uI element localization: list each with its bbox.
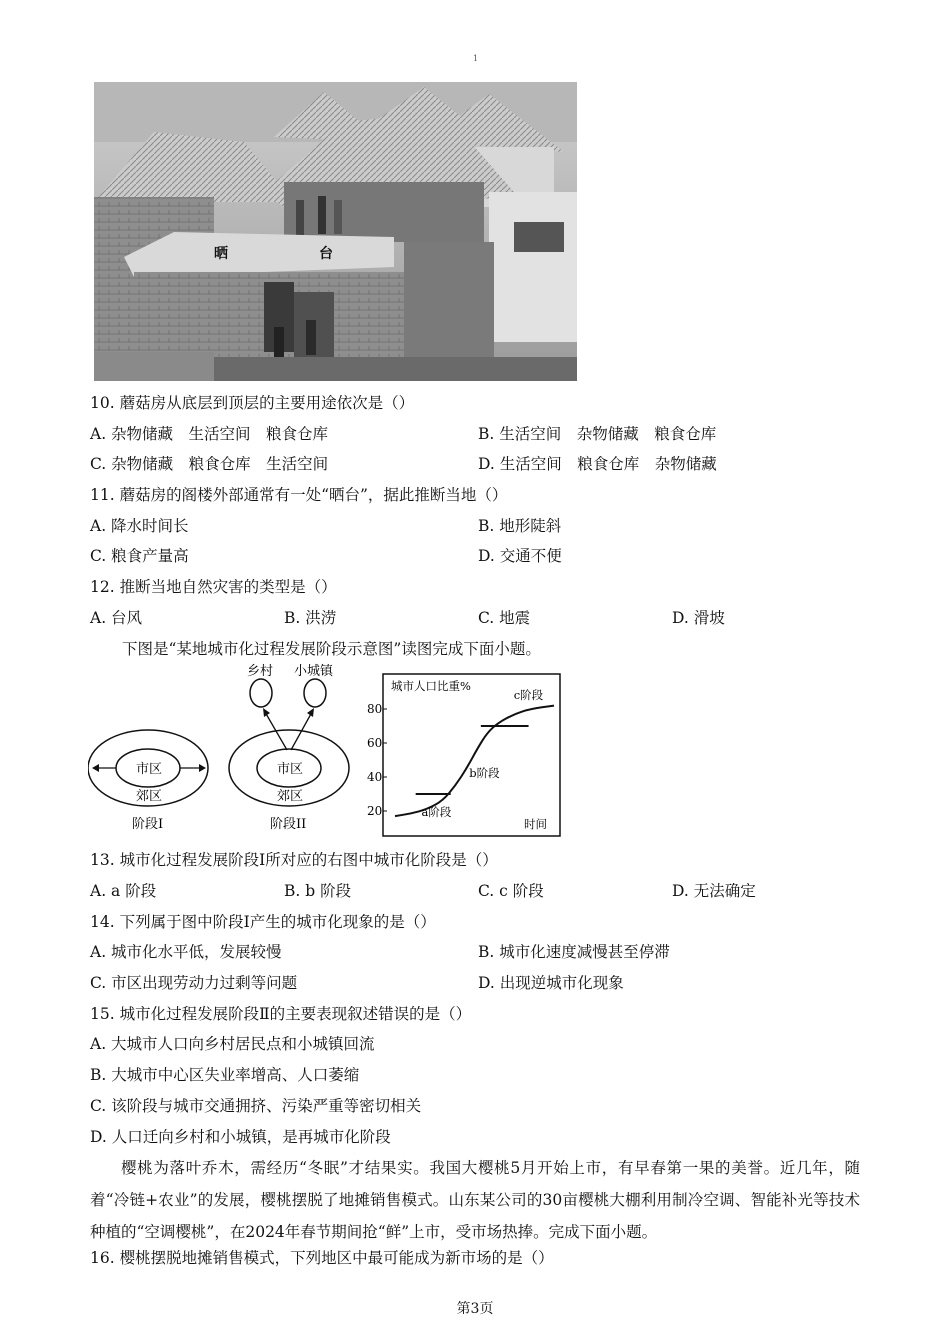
stage1-city-label: 市区 [136,762,163,777]
q14-stem: 14. 下列属于图中阶段Ⅰ产生的城市化现象的是（） [90,913,436,931]
stage2-suburb-label: 郊区 [277,789,304,804]
chart-stage-label-1: b阶段 [469,766,500,780]
urbanization-curve-chart [367,674,560,836]
q11-stem: 11. 蘑菇房的阁楼外部通常有一处“晒台”，据此推断当地（） [90,486,508,504]
chart-ytick-60: 60 [367,736,383,750]
chart-xlabel: 时间 [524,817,547,831]
q13-stem: 13. 城市化过程发展阶段Ⅰ所对应的右图中城市化阶段是（） [90,851,498,869]
q12-option-c[interactable]: C. 地震 [478,609,531,627]
q14-option-a[interactable]: A. 城市化水平低，发展较慢 [90,943,282,961]
town-circle [304,679,326,707]
town-label: 小城镇 [294,664,334,679]
q10-stem: 10. 蘑菇房从底层到顶层的主要用途依次是（） [90,394,415,412]
photo-label-left: 晒 [214,246,228,262]
page-mark: 1 [473,54,479,63]
q15-stem: 15. 城市化过程发展阶段Ⅱ的主要表现叙述错误的是（） [90,1005,472,1023]
q11-option-a[interactable]: A. 降水时间长 [90,517,189,535]
q10-option-b[interactable]: B. 生活空间 杂物储藏 粮食仓库 [478,425,717,443]
chart-ytick-40: 40 [367,770,383,784]
q13-option-b[interactable]: B. b 阶段 [284,882,352,900]
stage2-caption: 阶段II [270,817,307,832]
urban-intro: 下图是“某地城市化过程发展阶段示意图”读图完成下面小题。 [122,640,541,658]
q13-option-c[interactable]: C. c 阶段 [478,882,544,900]
mushroom-house-photo [94,82,577,381]
q14-option-c[interactable]: C. 市区出现劳动力过剩等问题 [90,974,298,992]
cherry-intro: 樱桃为落叶乔木，需经历“冬眠”才结果实。我国大樱桃5月开始上市，有早春第一果的美誉。近几年，随着“冷链+农业”的发展，樱桃摆脱了地摊销售模式。山东某公司的30亩樱桃大棚利用制冷空调、智能补光等技术种植的“空调樱桃”，在2024年春节期间抢“鲜”上市，受市场热捧。完成下面小题。 [90,1159,860,1241]
q12-option-b[interactable]: B. 洪涝 [284,609,337,627]
stage1-arrowhead-left [92,764,99,772]
q14-option-d[interactable]: D. 出现逆城市化现象 [478,974,624,992]
chart-stage-label-0: a阶段 [421,805,452,820]
chart-ytick-80: 80 [367,702,383,716]
q15-option-c[interactable]: C. 该阶段与城市交通拥挤、污染严重等密切相关 [90,1097,422,1115]
q11-option-b[interactable]: B. 地形陡斜 [478,517,562,535]
village-circle [250,679,272,707]
stage1-suburb-label: 郊区 [136,789,163,804]
q15-option-a[interactable]: A. 大城市人口向乡村居民点和小城镇回流 [90,1035,375,1053]
q15-option-d[interactable]: D. 人口迁向乡村和小城镇，是再城市化阶段 [90,1128,391,1146]
stage1-arrowhead-right [199,764,206,772]
stage1-caption: 阶段I [132,817,164,832]
page-number: 第3页 [456,1301,494,1317]
chart-ylabel: 城市人口比重% [391,679,471,693]
chart-ytick-20: 20 [367,804,383,818]
chart-series-line-0 [395,706,554,820]
q13-option-a[interactable]: A. a 阶段 [90,882,157,900]
stage2-arrow-village [265,712,287,750]
photo-label-right: 台 [319,246,333,262]
q11-option-d[interactable]: D. 交通不便 [478,547,562,565]
q16-stem: 16. 樱桃摆脱地摊销售模式，下列地区中最可能成为新市场的是（） [90,1249,554,1267]
chart-stage-label-2: c阶段 [513,687,544,702]
stage2-arrow-town [291,712,312,750]
q12-option-a[interactable]: A. 台风 [90,609,143,627]
village-label: 乡村 [247,664,274,679]
q15-option-b[interactable]: B. 大城市中心区失业率增高、人口萎缩 [90,1066,360,1084]
q12-stem: 12. 推断当地自然灾害的类型是（） [90,578,337,596]
urbanization-diagram [88,658,568,840]
q10-option-c[interactable]: C. 杂物储藏 粮食仓库 生活空间 [90,455,329,473]
q14-option-b[interactable]: B. 城市化速度减慢甚至停滞 [478,943,670,961]
q10-option-d[interactable]: D. 生活空间 粮食仓库 杂物储藏 [478,455,717,473]
q12-option-d[interactable]: D. 滑坡 [672,609,725,627]
q13-option-d[interactable]: D. 无法确定 [672,882,756,900]
q10-option-a[interactable]: A. 杂物储藏 生活空间 粮食仓库 [90,425,329,443]
q11-option-c[interactable]: C. 粮食产量高 [90,547,189,565]
stage2-city-label: 市区 [277,762,304,777]
